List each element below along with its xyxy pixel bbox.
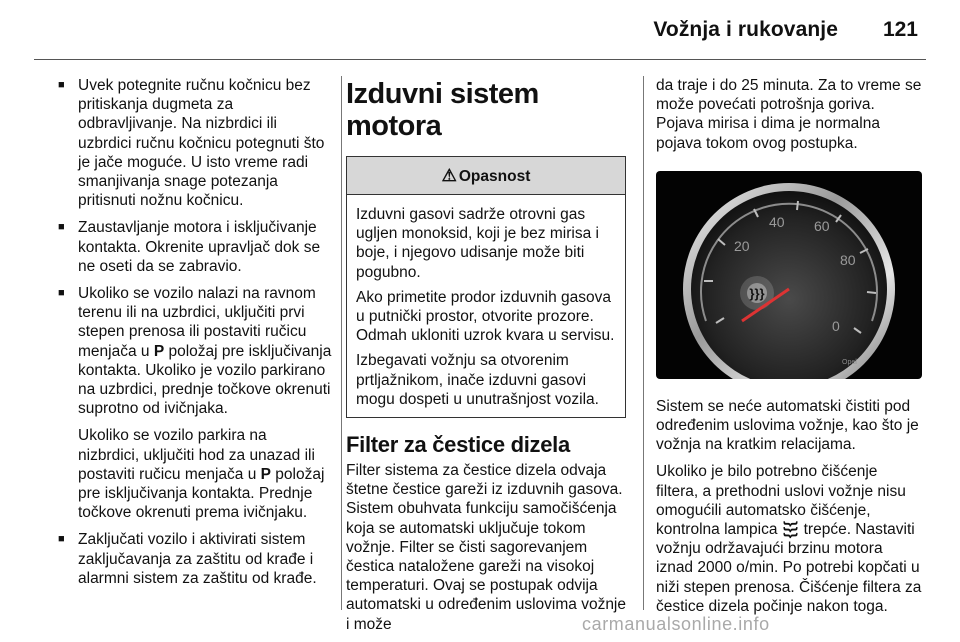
list-item: ■ Uvek potegnite ručnu kočnicu bez pritiskanja dugmeta za odbravljivanje. Na nizbrdici ili uzbrdici ručnu kočnicu potegnuti što je jače moguće. U isto vreme radi smanjivanja snage potezanja pritisnuti nožnu kočnicu.	[58, 76, 332, 210]
column-right	[656, 76, 922, 624]
body-paragraph: da traje i do 25 minuta. Za to vreme se može povećati potrošnja goriva. Pojava mirisa i dima je normalna pojava tokom ovog postupka.	[656, 77, 922, 152]
list-item	[58, 284, 332, 418]
page-number: 121	[882, 18, 918, 41]
body-paragraph	[656, 462, 922, 616]
gauge-number: 40	[769, 213, 785, 230]
page-header	[34, 0, 926, 62]
danger-paragraph: Izbegavati vožnju sa otvorenim prtljažnikom, inače izduvni gasovi mogu dospeti u unutrašnjost vozila.	[356, 352, 599, 408]
gauge-number: 20	[734, 237, 750, 254]
tachometer-illustration	[656, 171, 922, 379]
list-item-text: položaj pre isključivanja kontakta. Ukoliko je vozilo parkirano na uzbrdici, prednje točkove okrenuti suprotno od ivičnjaka.	[78, 342, 332, 418]
danger-box-body	[347, 195, 625, 417]
list-item-continuation	[58, 426, 332, 522]
section-heading: Izduvni sistem motora	[346, 78, 539, 142]
brand-logo: Opel	[842, 358, 857, 366]
list-item: ■ Zaključati vozilo i aktivirati sistem zaključavanja za zaštitu od krađe i alarmni sistem za zaštitu od krađe.	[58, 530, 332, 588]
body-paragraph: Filter sistema za čestice dizela odvaja štetne čestice gareži iz izduvnih gasova. Sistem obuhvata funkciju samočišćenja koja se automatski uključuje tokom vožnje. Filter se čisti sagorevanjem čestica nataložene gareži na visokoj temperaturi. Ovaj se postupak odvija automatski u određenim uslovima vožnje i može	[346, 462, 626, 633]
body-text: trepće. Nastaviti vožnju održavajući brzinu motora iznad 2000 o/min. Po potrebi kopčati u niži stepen prenosa. Čišćenje filtera za čestice dizela počinje nakon toga.	[656, 521, 922, 615]
gauge-number: 60	[814, 217, 830, 234]
list-item-text: Ukoliko se vozilo parkira na nizbrdici, uključiti hod za unazad ili postaviti ručicu menjača u	[78, 427, 315, 483]
danger-paragraph: Izduvni gasovi sadrže otrovni gas ugljen monoksid, koji je bez mirisa i boje, i njegovo udisanje može biti pogubno.	[356, 206, 599, 281]
header-divider	[34, 59, 926, 60]
list-item-text: Ukoliko se vozilo nalazi na ravnom terenu ili na uzbrdici, uključiti prvi stepen prenosa ili postaviti ručicu menjača u	[78, 285, 316, 360]
list-item-text: položaj pre isključivanja kontakta. Prednje točkove okrenuti prema ivičnjaku.	[78, 465, 325, 522]
list-item: ■ Zaustavljanje motora i isključivanje kontakta. Okrenite upravljač dok se ne oseti da se zabravio.	[58, 218, 332, 276]
column-left	[58, 76, 332, 596]
gear-position-p: P	[153, 342, 165, 360]
gauge-number: 0	[832, 317, 840, 334]
particulate-filter-icon: }}}	[749, 285, 765, 301]
column-divider	[341, 76, 342, 610]
danger-box	[346, 156, 626, 418]
column-divider	[643, 76, 644, 610]
warning-triangle-icon: ⚠	[441, 166, 457, 185]
danger-box-header	[347, 157, 625, 195]
tachometer-photo	[656, 171, 922, 379]
gauge-face	[691, 191, 887, 379]
body-paragraph: Sistem se neće automatski čistiti pod određenim uslovima vožnje, kao što je vožnja na kratkim relacijama.	[656, 397, 919, 454]
particulate-filter-icon: }}}	[782, 520, 800, 539]
watermark: carmanualsonline.info	[582, 614, 770, 634]
filter-warning-lamp	[740, 276, 774, 310]
danger-paragraph: Ako primetite prodor izduvnih gasova u putnički prostor, otvorite prozore. Odmah ukloniti uzrok kvara u servisu.	[356, 288, 615, 345]
gauge-number: 80	[840, 251, 856, 268]
column-middle	[346, 76, 626, 634]
danger-box-title: Opasnost	[458, 168, 531, 185]
body-text: Ukoliko je bilo potrebno čišćenje filtera, a prethodni uslovi vožnje nisu omogućili automatsko čišćenje, kontrolna lampica	[656, 463, 906, 539]
gear-position-p: P	[260, 465, 271, 483]
section-title: Vožnja i rukovanje	[653, 18, 838, 41]
subsection-heading: Filter za čestice dizela	[346, 432, 570, 458]
